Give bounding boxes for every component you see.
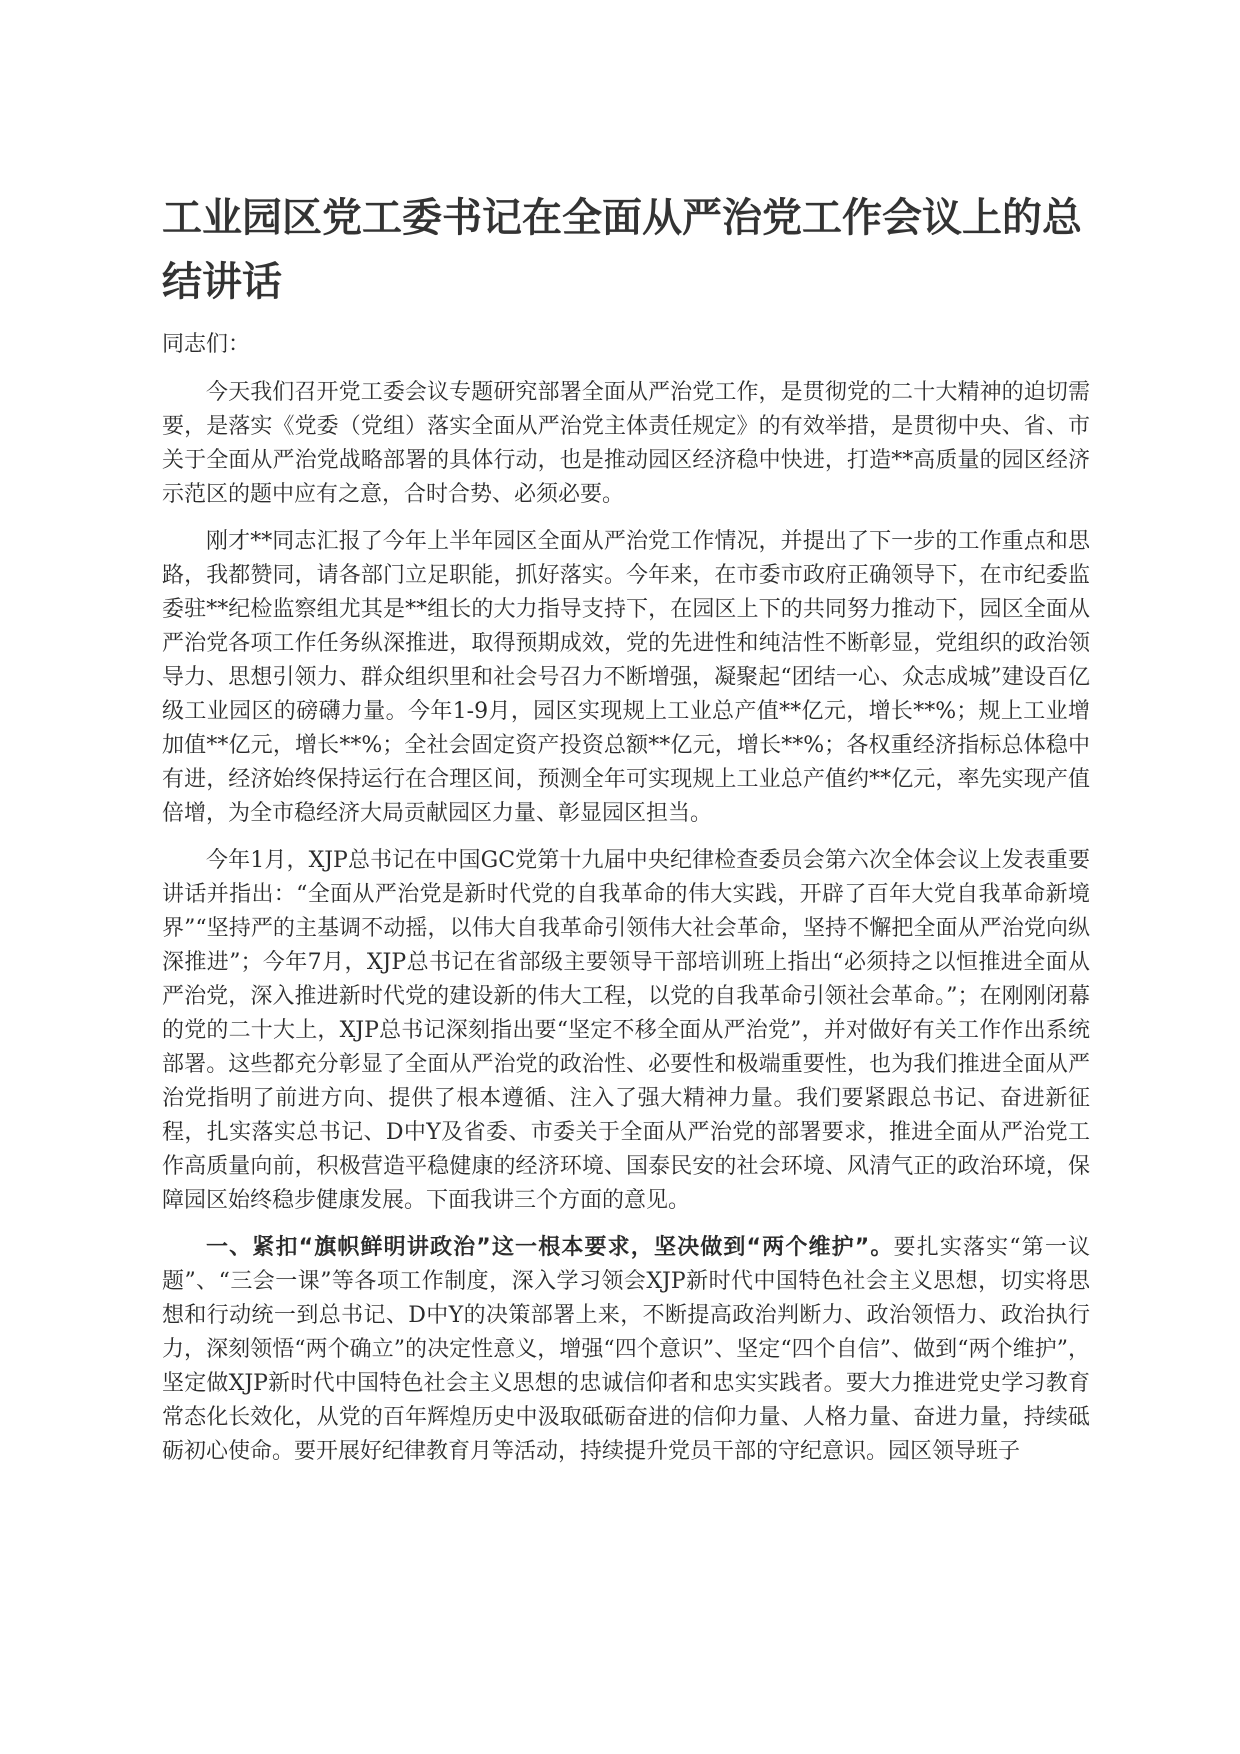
section-one-body: 要扎实落实“第一议题”、“三会一课”等各项工作制度，深入学习领会XJP新时代中国特色社会主义思想，切实将思想和行动统一到总书记、D中Y的决策部署上来，不断提高政治判断力、政治领悟力、政治执行力，深刻领悟“两个确立”的决定性意义，增强“四个意识”、坚定“四个自信”、做到“两个维护”，坚定做XJP新时代中国特色社会主义思想的忠诚信仰者和忠实实践者。要大力推进党史学习教育常态化长效化，从党的百年辉煌历史中汲取砥砺奋进的信仰力量、人格力量、奋进力量，持续砥砺初心使命。要开展好纪律教育月等活动，持续提升党员干部的守纪意识。园区领导班子 [162, 1235, 1091, 1464]
document-body [162, 186, 1090, 1482]
paragraph-progress: 刚才**同志汇报了今年上半年园区全面从严治党工作情况，并提出了下一步的工作重点和思路，我都赞同，请各部门立足职能，抓好落实。今年来，在市委市政府正确领导下，在市纪委监委驻**纪检监察组尤其是**组长的大力指导支持下，在园区上下的共同努力推动下，园区全面从严治党各项工作任务纵深推进，取得预期成效，党的先进性和纯洁性不断彰显，党组织的政治领导力、思想引领力、群众组织里和社会号召力不断增强，凝聚起“团结一心、众志成城”建设百亿级工业园区的磅礴力量。今年1-9月，园区实现规上工业总产值**亿元，增长**%；规上工业增加值**亿元，增长**%；全社会固定资产投资总额**亿元，增长**%；各权重经济指标总体稳中有进，经济始终保持运行在合理区间，预测全年可实现规上工业总产值约**亿元，率先实现产值倍增，为全市稳经济大局贡献园区力量、彰显园区担当。 [162, 529, 1090, 826]
section-one-heading: 一、紧扣“旗帜鲜明讲政治”这一根本要求，坚决做到“两个维护”。 [206, 1235, 894, 1260]
salutation: 同志们： [162, 332, 251, 357]
document-title: 工业园区党工委书记在全面从严治党工作会议上的总结讲话 [162, 195, 1082, 305]
paragraph-intro: 今天我们召开党工委会议专题研究部署全面从严治党工作，是贯彻党的二十大精神的迫切需要，是落实《党委（党组）落实全面从严治党主体责任规定》的有效举措，是贯彻中央、省、市关于全面从严治党战略部署的具体行动，也是推动园区经济稳中快进，打造**高质量的园区经济示范区的题中应有之意，合时合势、必须必要。 [162, 380, 1090, 507]
section-one-paragraph [162, 1231, 1090, 1469]
paragraph-guidance: 今年1月，XJP总书记在中国GC党第十九届中央纪律检查委员会第六次全体会议上发表重要讲话并指出：“全面从严治党是新时代党的自我革命的伟大实践，开辟了百年大党自我革命新境界”“坚持严的主基调不动摇，以伟大自我革命引领伟大社会革命，坚持不懈把全面从严治党向纵深推进”；今年7月，XJP总书记在省部级主要领导干部培训班上指出“必须持之以恒推进全面从严治党，深入推进新时代党的建设新的伟大工程，以党的自我革命引领社会革命。”；在刚刚闭幕的党的二十大上，XJP总书记深刻指出要“坚定不移全面从严治党”，并对做好有关工作作出系统部署。这些都充分彰显了全面从严治党的政治性、必要性和极端重要性，也为我们推进全面从严治党指明了前进方向、提供了根本遵循、注入了强大精神力量。我们要紧跟总书记、奋进新征程，扎实落实总书记、D中Y及省委、市委关于全面从严治党的部署要求，推进全面从严治党工作高质量向前，积极营造平稳健康的经济环境、国泰民安的社会环境、风清气正的政治环境，保障园区始终稳步健康发展。下面我讲三个方面的意见。 [162, 848, 1090, 1213]
